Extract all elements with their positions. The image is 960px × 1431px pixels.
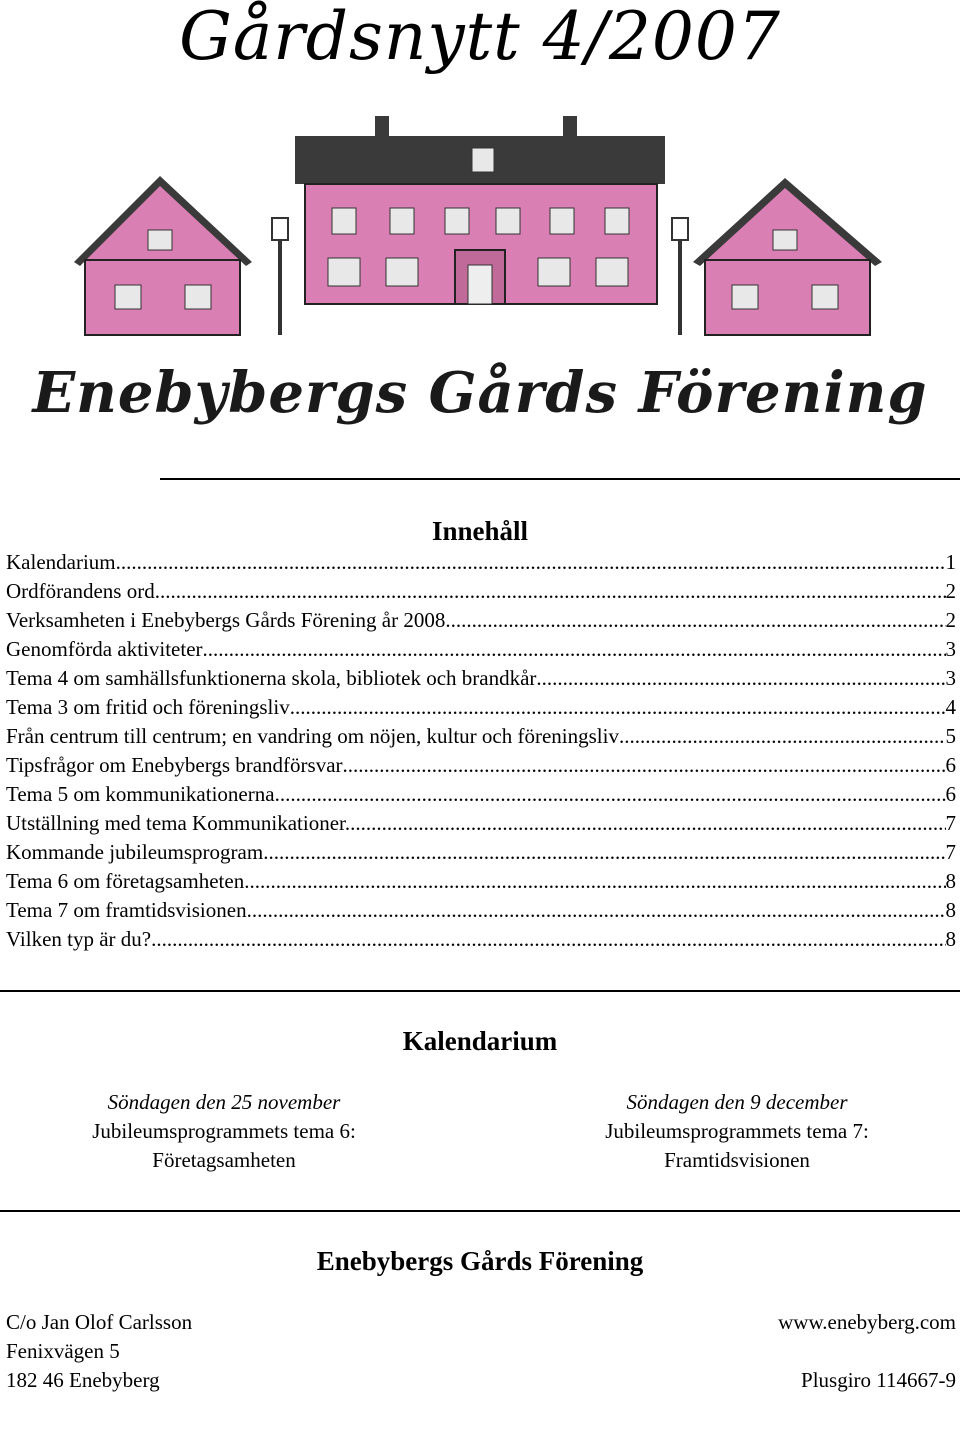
postal-address [6, 1308, 192, 1395]
divider [160, 478, 960, 480]
divider [0, 1210, 960, 1212]
newsletter-title: Gårdsnytt 4/2007 [179, 0, 781, 75]
event-line: Framtidsvisionen [664, 1148, 810, 1172]
event-line: Företagsamheten [152, 1148, 296, 1172]
footer-heading: Enebybergs Gårds Förening [316, 1246, 644, 1276]
plusgiro-number: Plusgiro 114667-9 [801, 1368, 956, 1392]
website-link[interactable]: www.enebyberg.com [778, 1310, 956, 1334]
toc-entry: Kalendarium ..... 1 [6, 548, 956, 577]
toc-heading: Innehåll [431, 516, 529, 546]
toc-entry: Verksamheten i Enebybergs Gårds Förening år 2008 ..... 2 [6, 606, 956, 635]
address-line: 182 46 Enebyberg [6, 1368, 160, 1392]
toc-entry: Vilken typ är du? ..... 8 [6, 925, 956, 954]
calendar-event [14, 1088, 434, 1175]
event-line: Jubileumsprogrammets tema 6: [92, 1119, 356, 1143]
right-wing-house [693, 178, 882, 335]
toc-entry: Genomförda aktiviteter ..... 3 [6, 635, 956, 664]
event-date: Söndagen den 9 december [626, 1090, 848, 1114]
toc-entry: Tema 3 om fritid och föreningsliv ..... 4 [6, 693, 956, 722]
toc-entry: Utställning med tema Kommunikationer. ..... 7 [6, 809, 956, 838]
toc-entry: Tema 6 om företagsamheten ..... 8 [6, 867, 956, 896]
manor-house-illustration [60, 100, 900, 360]
toc-entry: Tema 5 om kommunikationerna ..... 6 [6, 780, 956, 809]
lamp-post-left [272, 218, 288, 335]
left-wing-house [74, 176, 252, 335]
address-line: C/o Jan Olof Carlsson [6, 1310, 193, 1334]
association-logo-text: Enebybergs Gårds Förening [32, 360, 928, 426]
toc-entry: Ordförandens ord. ..... 2 [6, 577, 956, 606]
table-of-contents [6, 548, 956, 954]
event-date: Söndagen den 25 november [107, 1090, 341, 1114]
divider [0, 990, 960, 992]
toc-entry: Tema 7 om framtidsvisionen ..... 8 [6, 896, 956, 925]
address-line: Fenixvägen 5 [6, 1339, 120, 1363]
toc-entry: Tema 4 om samhällsfunktionerna skola, bibliotek och brandkår ..... 3 [6, 664, 956, 693]
main-house [295, 116, 665, 304]
event-line: Jubileumsprogrammets tema 7: [605, 1119, 869, 1143]
toc-entry: Tipsfrågor om Enebybergs brandförsvar ..... 6 [6, 751, 956, 780]
calendar-heading: Kalendarium [402, 1026, 558, 1056]
calendar-event [527, 1088, 947, 1175]
toc-entry: Från centrum till centrum; en vandring om nöjen, kultur och föreningsliv ..... 5 [6, 722, 956, 751]
lamp-post-right [672, 218, 688, 335]
toc-entry: Kommande jubileumsprogram ..... 7 [6, 838, 956, 867]
